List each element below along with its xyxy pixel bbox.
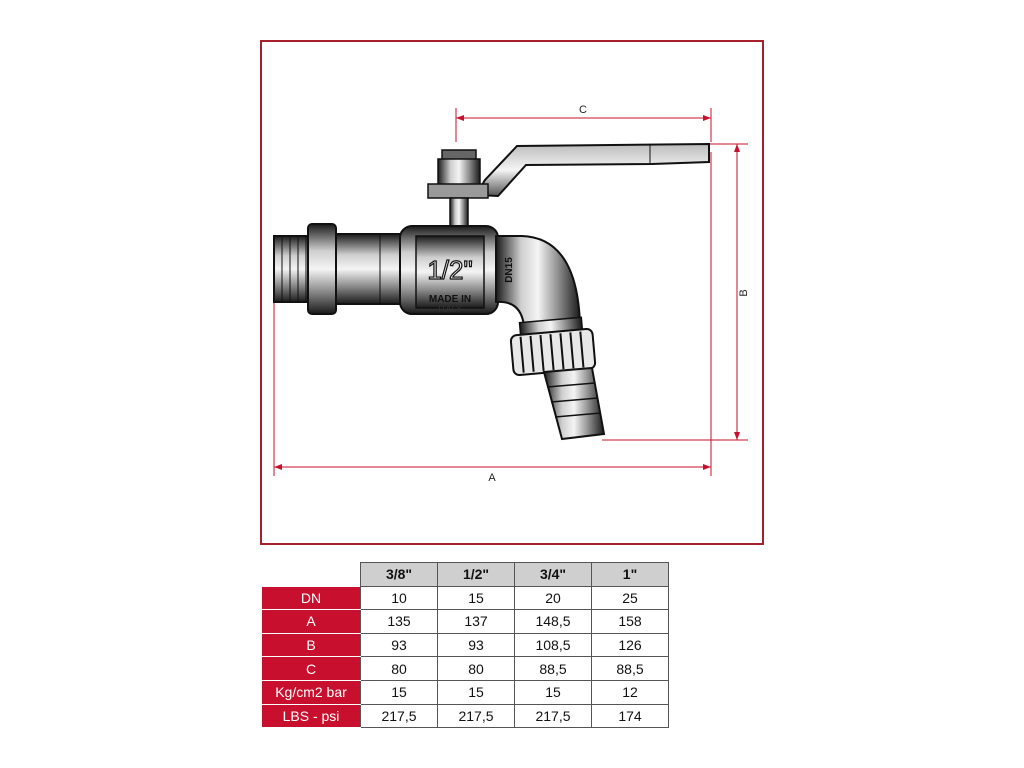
table-cell: 217,5 bbox=[515, 704, 592, 728]
valve-handle bbox=[476, 144, 709, 196]
row-label: DN bbox=[262, 586, 361, 610]
table-cell: 108,5 bbox=[515, 633, 592, 657]
valve-drawing bbox=[262, 42, 766, 547]
table-cell: 148,5 bbox=[515, 610, 592, 634]
hex-nut bbox=[308, 224, 336, 314]
arrow-c-right bbox=[703, 115, 711, 121]
table-cell: 80 bbox=[361, 657, 438, 681]
size-header-cell: 1/2" bbox=[438, 563, 515, 587]
row-label: C bbox=[262, 657, 361, 681]
table-cell: 15 bbox=[438, 680, 515, 704]
drawing-frame bbox=[260, 40, 764, 545]
dimension-a bbox=[274, 152, 711, 484]
male-thread bbox=[274, 236, 310, 302]
arrow-c-left bbox=[456, 115, 464, 121]
table-cell: 126 bbox=[592, 633, 669, 657]
arrow-a-right bbox=[703, 464, 711, 470]
dimension-label-c: C bbox=[579, 104, 587, 116]
arrow-b-bottom bbox=[734, 432, 740, 440]
table-cell: 88,5 bbox=[592, 657, 669, 681]
table-cell: 217,5 bbox=[438, 704, 515, 728]
table-row bbox=[262, 633, 669, 657]
table-cell: 93 bbox=[361, 633, 438, 657]
dimension-label-a: A bbox=[488, 472, 496, 484]
table-cell: 93 bbox=[438, 633, 515, 657]
table-cell: 174 bbox=[592, 704, 669, 728]
table-cell: 12 bbox=[592, 680, 669, 704]
table-cell: 15 bbox=[515, 680, 592, 704]
body-made-in-marking: MADE IN bbox=[428, 294, 472, 305]
size-header-cell: 3/4" bbox=[515, 563, 592, 587]
stem-nut bbox=[438, 159, 480, 185]
table-cell: 135 bbox=[361, 610, 438, 634]
table-cell: 158 bbox=[592, 610, 669, 634]
table-row bbox=[262, 704, 669, 728]
specification-table bbox=[261, 562, 669, 728]
ball-valve bbox=[274, 144, 709, 439]
table-cell: 15 bbox=[361, 680, 438, 704]
table-cell: 80 bbox=[438, 657, 515, 681]
body-nominal-marking: DN15 bbox=[504, 257, 515, 283]
dimension-c bbox=[456, 104, 711, 142]
size-header-row bbox=[262, 563, 669, 587]
table-corner bbox=[262, 563, 361, 587]
table-row bbox=[262, 610, 669, 634]
table-row bbox=[262, 680, 669, 704]
table-cell: 10 bbox=[361, 586, 438, 610]
table-cell: 217,5 bbox=[361, 704, 438, 728]
table-cell: 25 bbox=[592, 586, 669, 610]
arrow-b-top bbox=[734, 144, 740, 152]
body-size-marking: 1/2" bbox=[427, 255, 473, 285]
table-cell: 15 bbox=[438, 586, 515, 610]
table-row bbox=[262, 657, 669, 681]
row-label: LBS - psi bbox=[262, 704, 361, 728]
body-country-marking: ITALY bbox=[438, 304, 462, 314]
table-cell: 20 bbox=[515, 586, 592, 610]
hose-tail bbox=[544, 368, 604, 439]
row-label: B bbox=[262, 633, 361, 657]
inlet-neck bbox=[336, 234, 404, 304]
dimension-b bbox=[602, 144, 750, 440]
row-label: A bbox=[262, 610, 361, 634]
valve-stem bbox=[450, 198, 468, 226]
stem-flange bbox=[428, 184, 488, 198]
size-header-cell: 1" bbox=[592, 563, 669, 587]
dimension-label-b: B bbox=[738, 289, 750, 297]
arrow-a-left bbox=[274, 464, 282, 470]
table-row bbox=[262, 586, 669, 610]
row-label: Kg/cm2 bar bbox=[262, 680, 361, 704]
table-cell: 137 bbox=[438, 610, 515, 634]
table-cell: 88,5 bbox=[515, 657, 592, 681]
size-header-cell: 3/8" bbox=[361, 563, 438, 587]
